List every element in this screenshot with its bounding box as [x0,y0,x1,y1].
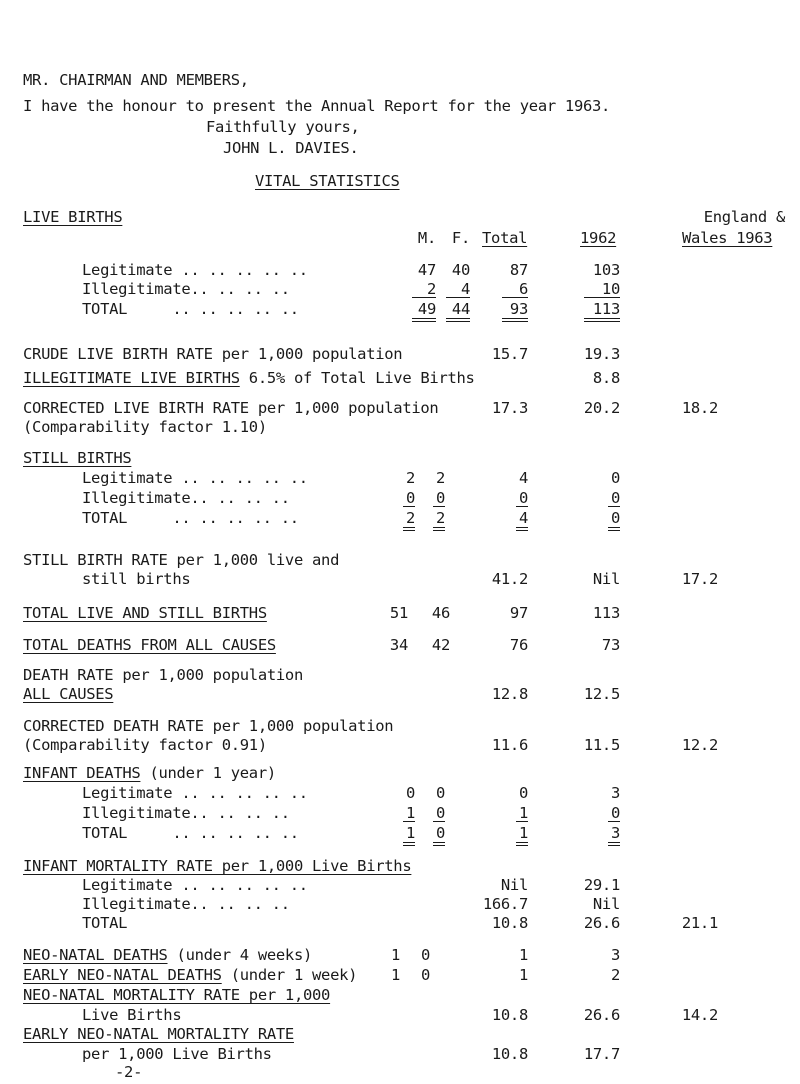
id-illegit-label: Illegitimate.. .. .. .. [82,804,290,822]
total-live-still-1962: 113 [592,604,620,622]
id-total-label: TOTAL .. .. .. .. .. [82,824,299,842]
still-births-heading: STILL BIRTHS [23,449,132,467]
rule [433,527,445,531]
neonatal-mortality-total: 10.8 [491,1006,528,1024]
still-birth-rate-total: 41.2 [491,570,528,588]
sb-legit-f: 2 [435,469,445,487]
still-birth-rate-1962: Nil [592,570,620,588]
sb-total-1962: 0 [610,509,620,527]
neonatal-mortality-line2: Live Births [82,1006,182,1024]
im-illegit-label: Illegitimate.. .. .. .. [82,895,290,913]
early-neonatal-mortality-total: 10.8 [491,1045,528,1063]
rule [516,527,528,531]
im-total-label: TOTAL [82,914,128,932]
total-live-still-m: 51 [389,604,408,622]
early-neonatal-deaths-m: 1 [390,966,400,984]
im-legit-total: Nil [500,876,528,894]
illegit-births-label [23,369,475,387]
corrected-birth-rate-line2: (Comparability factor 1.10) [23,418,267,436]
im-total-total: 10.8 [491,914,528,932]
corrected-death-rate-line2: (Comparability factor 0.91) [23,736,267,754]
lb-legit-total: 87 [509,261,528,279]
early-neonatal-deaths-1962: 2 [610,966,620,984]
lb-legit-m: 47 [417,261,436,279]
rule [584,318,620,322]
crude-birth-rate-total: 15.7 [491,345,528,363]
lb-illegit-1962: 10 [601,280,620,298]
death-rate-total: 12.8 [491,685,528,703]
rule [608,821,620,822]
id-total-total: 1 [518,824,528,842]
sb-legit-m: 2 [405,469,415,487]
rule [446,318,470,322]
lb-total-f: 44 [451,300,470,318]
lb-illegit-m: 2 [426,280,436,298]
total-deaths-f: 42 [431,636,450,654]
im-illegit-total: 166.7 [482,895,528,913]
corrected-birth-rate-ew: 18.2 [681,399,718,417]
rule [516,821,528,822]
id-total-m: 1 [405,824,415,842]
early-neonatal-deaths-total: 1 [518,966,528,984]
sb-legit-label: Legitimate .. .. .. .. .. [82,469,308,487]
im-legit-label: Legitimate .. .. .. .. .. [82,876,308,894]
illegit-births-1962: 8.8 [592,369,620,387]
id-illegit-total: 1 [518,804,528,822]
id-legit-m: 0 [405,784,415,802]
rule [433,506,445,507]
sb-illegit-label: Illegitimate.. .. .. .. [82,489,290,507]
crude-birth-rate-label: CRUDE LIVE BIRTH RATE per 1,000 population [23,345,403,363]
total-deaths-m: 34 [389,636,408,654]
early-neonatal-deaths-label-b: (under 1 week) [221,966,358,984]
total-live-still-f: 46 [431,604,450,622]
rule [433,821,445,822]
lb-illegit-total: 6 [518,280,528,298]
neonatal-mortality-line1: NEO-NATAL MORTALITY RATE per 1,000 [23,986,331,1004]
id-illegit-m: 1 [405,804,415,822]
early-neonatal-deaths-label [23,966,357,984]
rule [412,318,436,322]
total-live-still-label: TOTAL LIVE AND STILL BIRTHS [23,604,267,622]
infant-deaths-heading [23,764,276,782]
sb-illegit-f: 0 [435,489,445,507]
id-total-1962: 3 [610,824,620,842]
corrected-birth-rate-total: 17.3 [491,399,528,417]
im-total-ew: 21.1 [681,914,718,932]
im-legit-1962: 29.1 [583,876,620,894]
rule [412,297,436,298]
still-birth-rate-line2: still births [82,570,191,588]
rule [446,297,470,298]
infant-deaths-heading-a: INFANT DEATHS [23,764,141,782]
signatory: JOHN L. DAVIES. [223,139,359,157]
lb-total-m: 49 [417,300,436,318]
corrected-death-rate-line1: CORRECTED DEATH RATE per 1,000 population [23,717,394,735]
col-1962-header: 1962 [580,229,617,247]
ew-header-line1: England & [703,208,785,226]
id-illegit-1962: 0 [610,804,620,822]
death-rate-line2: ALL CAUSES [23,685,114,703]
still-birth-rate-ew: 17.2 [681,570,718,588]
death-rate-line1: DEATH RATE per 1,000 population [23,666,303,684]
death-rate-1962: 12.5 [583,685,620,703]
rule [502,297,528,298]
neonatal-deaths-m: 1 [390,946,400,964]
honour-line: I have the honour to present the Annual Report for the year 1963. [23,97,611,115]
rule [403,842,415,846]
lb-illegit-f: 4 [460,280,470,298]
total-deaths-total: 76 [509,636,528,654]
corrected-birth-rate-1962: 20.2 [583,399,620,417]
early-neonatal-deaths-f: 0 [420,966,430,984]
rule [403,527,415,531]
live-births-heading: LIVE BIRTHS [23,208,123,226]
sb-legit-total: 4 [518,469,528,487]
page-number: -2- [115,1063,143,1081]
early-neonatal-deaths-label-a: EARLY NEO-NATAL DEATHS [23,966,222,984]
total-deaths-1962: 73 [601,636,620,654]
section-title: VITAL STATISTICS [255,172,400,190]
early-neonatal-mortality-line2: per 1,000 Live Births [82,1045,272,1063]
im-illegit-1962: Nil [592,895,620,913]
id-legit-1962: 3 [610,784,620,802]
infant-mortality-heading: INFANT MORTALITY RATE per 1,000 Live Births [23,857,412,875]
closing: Faithfully yours, [206,118,360,136]
lb-total-label: TOTAL .. .. .. .. .. [82,300,299,318]
id-legit-label: Legitimate .. .. .. .. .. [82,784,308,802]
total-deaths-label: TOTAL DEATHS FROM ALL CAUSES [23,636,276,654]
neonatal-deaths-label [23,946,312,964]
rule [516,842,528,846]
crude-birth-rate-1962: 19.3 [583,345,620,363]
lb-illegit-label: Illegitimate.. .. .. .. [82,280,290,298]
neonatal-deaths-label-b: (under 4 weeks) [167,946,313,964]
corrected-death-rate-total: 11.6 [491,736,528,754]
sb-total-f: 2 [435,509,445,527]
lb-legit-f: 40 [451,261,470,279]
sb-total-total: 4 [518,509,528,527]
rule [516,506,528,507]
id-legit-f: 0 [435,784,445,802]
early-neonatal-mortality-1962: 17.7 [583,1045,620,1063]
lb-legit-label: Legitimate .. .. .. .. .. [82,261,308,279]
corrected-birth-rate-line1: CORRECTED LIVE BIRTH RATE per 1,000 population [23,399,439,417]
sb-legit-1962: 0 [610,469,620,487]
rule [608,506,620,507]
im-total-1962: 26.6 [583,914,620,932]
salutation: MR. CHAIRMAN AND MEMBERS, [23,71,249,89]
sb-illegit-m: 0 [405,489,415,507]
sb-total-m: 2 [405,509,415,527]
still-birth-rate-line1: STILL BIRTH RATE per 1,000 live and [23,551,340,569]
illegit-births-label-b: 6.5% of Total Live Births [239,369,475,387]
col-total-header: Total [482,229,528,247]
neonatal-deaths-f: 0 [420,946,430,964]
ew-header-line2: Wales 1963 [682,229,773,247]
lb-total-total: 93 [509,300,528,318]
rule [502,318,528,322]
rule [608,842,620,846]
lb-legit-1962: 103 [592,261,620,279]
sb-total-label: TOTAL .. .. .. .. .. [82,509,299,527]
sb-illegit-total: 0 [518,489,528,507]
col-m-header: M. [417,229,436,247]
illegit-births-label-a: ILLEGITIMATE LIVE BIRTHS [23,369,240,387]
rule [433,842,445,846]
rule [608,527,620,531]
id-total-f: 0 [435,824,445,842]
rule [403,506,415,507]
neonatal-deaths-total: 1 [518,946,528,964]
corrected-death-rate-ew: 12.2 [681,736,718,754]
id-illegit-f: 0 [435,804,445,822]
id-legit-total: 0 [518,784,528,802]
early-neonatal-mortality-line1: EARLY NEO-NATAL MORTALITY RATE [23,1025,294,1043]
neonatal-deaths-label-a: NEO-NATAL DEATHS [23,946,168,964]
neonatal-mortality-ew: 14.2 [681,1006,718,1024]
neonatal-mortality-1962: 26.6 [583,1006,620,1024]
lb-total-1962: 113 [592,300,620,318]
total-live-still-total: 97 [509,604,528,622]
rule [584,297,620,298]
sb-illegit-1962: 0 [610,489,620,507]
neonatal-deaths-1962: 3 [610,946,620,964]
rule [403,821,415,822]
col-f-header: F. [451,229,470,247]
corrected-death-rate-1962: 11.5 [583,736,620,754]
infant-deaths-heading-b: (under 1 year) [140,764,276,782]
